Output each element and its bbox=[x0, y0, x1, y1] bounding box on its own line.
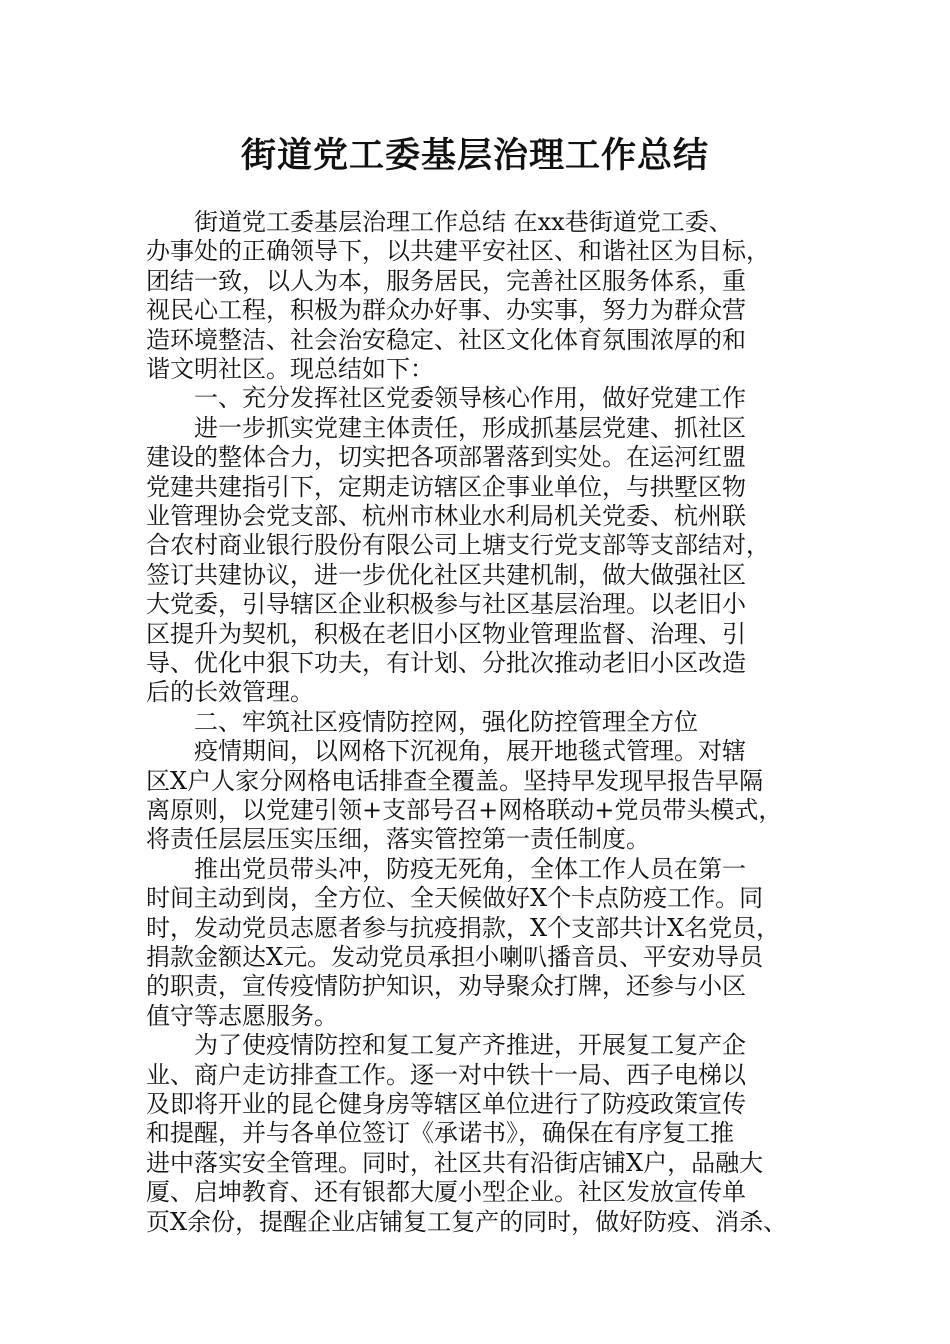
body-line: 团结一致，以人为本，服务居民，完善社区服务体系，重 bbox=[146, 266, 746, 295]
body-line: 及即将开业的昆仑健身房等辖区单位进行了防疫政策宣传 bbox=[146, 1090, 746, 1118]
body-line: 区X户人家分网格电话排查全覆盖。坚持早发现早报告早隔 bbox=[146, 766, 764, 795]
body-line: 区提升为契机，积极在老旧小区物业管理监督、治理、引 bbox=[146, 619, 746, 648]
body-line: 的职责，宣传疫情防护知识，劝导聚众打牌，还参与小区 bbox=[146, 972, 746, 1001]
body-line: 推出党员带头冲，防疫无死角，全体工作人员在第一 bbox=[194, 854, 746, 883]
body-line: 办事处的正确领导下，以共建平安社区、和谐社区为目标， bbox=[146, 237, 770, 266]
body-line: 值守等志愿服务。 bbox=[146, 1001, 338, 1030]
body-line: 时，发动党员志愿者参与抗疫捐款，X个支部共计X名党员， bbox=[146, 913, 781, 942]
body-line: 建设的整体合力，切实把各项部署落到实处。在运河红盟 bbox=[146, 443, 746, 472]
body-line: 离原则，以党建引领+支部号召+网格联动+党员带头模式， bbox=[146, 796, 783, 824]
body-line: 大党委，引导辖区企业积极参与社区基层治理。以老旧小 bbox=[146, 590, 746, 619]
body-line: 时间主动到岗，全方位、全天候做好X个卡点防疫工作。同 bbox=[146, 884, 764, 913]
body-line: 造环境整洁、社会治安稳定、社区文化体育氛围浓厚的和 bbox=[146, 325, 746, 354]
body-line: 疫情期间，以网格下沉视角，展开地毯式管理。对辖 bbox=[194, 737, 746, 766]
body-line: 捐款金额达X元。发动党员承担小喇叭播音员、平安劝导员 bbox=[146, 943, 764, 971]
document-title: 街道党工委基层治理工作总结 bbox=[240, 135, 709, 176]
body-line: 业、商户走访排查工作。逐一对中铁十一局、西子电梯以 bbox=[146, 1060, 746, 1089]
body-line: 街道党工委基层治理工作总结 在xx巷街道党工委、 bbox=[194, 208, 733, 236]
body-line: 二、牢筑社区疫情防控网，强化防控管理全方位 bbox=[194, 707, 698, 736]
body-line: 将责任层层压实压细，落实管控第一责任制度。 bbox=[146, 825, 650, 854]
body-line: 和提醒，并与各单位签订《承诺书》，确保在有序复工推 bbox=[146, 1119, 734, 1148]
body-line: 导、优化中狠下功夫，有计划、分批次推动老旧小区改造 bbox=[146, 649, 746, 677]
body-line: 页X余份，提醒企业店铺复工复产的同时，做好防疫、消杀、 bbox=[146, 1207, 788, 1236]
body-line: 一、充分发挥社区党委领导核心作用，做好党建工作 bbox=[194, 384, 746, 413]
body-line: 视民心工程，积极为群众办好事、办实事，努力为群众营 bbox=[146, 296, 746, 325]
body-line: 党建共建指引下，定期走访辖区企事业单位，与拱墅区物 bbox=[146, 472, 746, 501]
body-line: 签订共建协议，进一步优化社区共建机制，做大做强社区 bbox=[146, 560, 746, 589]
body-line: 为了使疫情防控和复工复产齐推进，开展复工复产企 bbox=[194, 1031, 746, 1060]
body-line: 后的长效管理。 bbox=[146, 678, 314, 707]
body-line: 业管理协会党支部、杭州市林业水利局机关党委、杭州联 bbox=[146, 502, 746, 530]
body-line: 进一步抓实党建主体责任，形成抓基层党建、抓社区 bbox=[194, 413, 746, 442]
body-line: 厦、启坤教育、还有银都大厦小型企业。社区发放宣传单 bbox=[146, 1178, 746, 1207]
body-line: 进中落实安全管理。同时，社区共有沿街店铺X户，品融大 bbox=[146, 1148, 764, 1177]
body-line: 合农村商业银行股份有限公司上塘支行党支部等支部结对， bbox=[146, 531, 770, 560]
body-line: 谐文明社区。现总结如下： bbox=[146, 355, 434, 383]
